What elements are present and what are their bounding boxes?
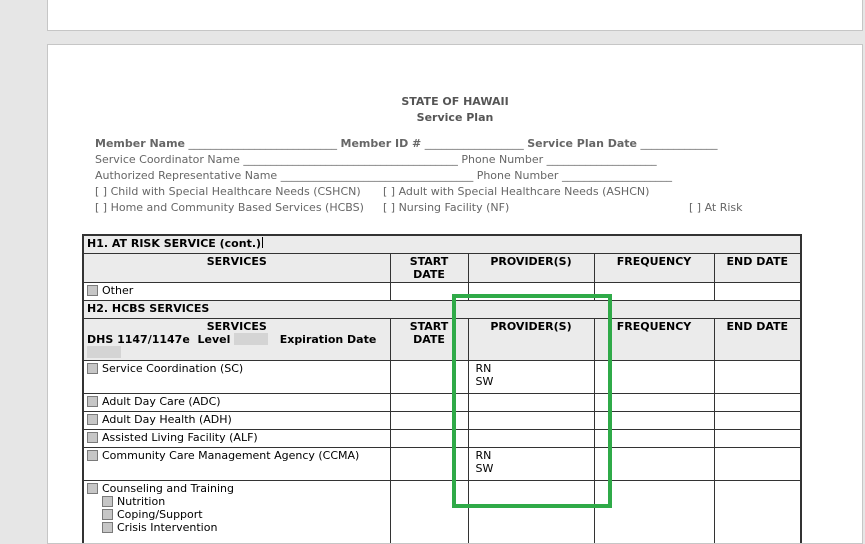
cell-frequency[interactable] bbox=[594, 430, 714, 448]
col-providers: PROVIDER(S) bbox=[468, 254, 594, 283]
service-alf: Assisted Living Facility (ALF) bbox=[83, 430, 390, 448]
checkbox[interactable] bbox=[87, 483, 98, 494]
cell-providers[interactable]: RN SW bbox=[468, 448, 594, 481]
cell-frequency[interactable] bbox=[594, 412, 714, 430]
table-row bbox=[83, 361, 801, 394]
coordinator-phone-label: Phone Number bbox=[461, 153, 543, 166]
checkbox[interactable] bbox=[87, 285, 98, 296]
table-row bbox=[83, 412, 801, 430]
member-id-label: Member ID # bbox=[341, 137, 422, 150]
col-providers: PROVIDER(S) bbox=[468, 319, 594, 361]
coordinator-line[interactable]: _______________________________________ bbox=[243, 153, 458, 166]
service-plan-date-line[interactable]: ______________ bbox=[641, 137, 718, 150]
member-id-line[interactable]: __________________ bbox=[425, 137, 524, 150]
cell-end[interactable] bbox=[714, 481, 801, 544]
form-title: Service Plan bbox=[48, 111, 862, 124]
service-adc: Adult Day Care (ADC) bbox=[83, 394, 390, 412]
cell-end[interactable] bbox=[714, 430, 801, 448]
level-label: Level bbox=[197, 333, 230, 346]
section-h2-header: H2. HCBS SERVICES bbox=[83, 301, 801, 319]
table-row bbox=[83, 394, 801, 412]
coordinator-label: Service Coordinator Name bbox=[95, 153, 240, 166]
col-services-dhs: SERVICES DHS 1147/1147e Level Expiration Date bbox=[83, 319, 390, 361]
h1-column-header-row bbox=[83, 254, 801, 283]
representative-line[interactable]: ___________________________________ bbox=[281, 169, 474, 182]
col-end-date: END DATE bbox=[714, 254, 801, 283]
checkbox[interactable] bbox=[87, 432, 98, 443]
cell-frequency[interactable] bbox=[594, 361, 714, 394]
option-cshcn[interactable]: [ ] Child with Special Healthcare Needs (CSHCN) bbox=[95, 185, 361, 198]
service-ccma: Community Care Management Agency (CCMA) bbox=[83, 448, 390, 481]
service-plan-date-label: Service Plan Date bbox=[527, 137, 637, 150]
level-field[interactable] bbox=[234, 333, 268, 345]
cell-end[interactable] bbox=[714, 283, 801, 301]
checkbox[interactable] bbox=[102, 496, 113, 507]
cell-frequency[interactable] bbox=[594, 283, 714, 301]
service-plan-table bbox=[82, 234, 802, 544]
checkbox[interactable] bbox=[87, 450, 98, 461]
table-row bbox=[83, 481, 801, 544]
expiration-field[interactable] bbox=[87, 346, 121, 358]
member-name-line[interactable]: ___________________________ bbox=[189, 137, 338, 150]
col-start-date: START DATE bbox=[390, 254, 468, 283]
checkbox[interactable] bbox=[102, 522, 113, 533]
field-row-member bbox=[95, 137, 718, 150]
representative-label: Authorized Representative Name bbox=[95, 169, 277, 182]
table-row bbox=[83, 283, 801, 301]
state-title: STATE OF HAWAII bbox=[48, 95, 862, 108]
service-adh: Adult Day Health (ADH) bbox=[83, 412, 390, 430]
option-ashcn[interactable]: [ ] Adult with Special Healthcare Needs (ASHCN) bbox=[383, 185, 649, 198]
section-h1-header: H1. AT RISK SERVICE (cont.) bbox=[83, 235, 801, 254]
cell-frequency[interactable] bbox=[594, 448, 714, 481]
service-sc: Service Coordination (SC) bbox=[83, 361, 390, 394]
cell-end[interactable] bbox=[714, 448, 801, 481]
col-end-date: END DATE bbox=[714, 319, 801, 361]
col-frequency: FREQUENCY bbox=[594, 319, 714, 361]
coordinator-phone-line[interactable]: ____________________ bbox=[547, 153, 657, 166]
field-row-representative bbox=[95, 169, 672, 182]
representative-phone-label: Phone Number bbox=[477, 169, 559, 182]
cell-frequency[interactable] bbox=[594, 481, 714, 544]
col-frequency: FREQUENCY bbox=[594, 254, 714, 283]
checkbox[interactable] bbox=[87, 363, 98, 374]
field-row-coordinator bbox=[95, 153, 657, 166]
highlight-annotation-box bbox=[452, 294, 612, 508]
cell-end[interactable] bbox=[714, 394, 801, 412]
option-nursing-facility[interactable]: [ ] Nursing Facility (NF) bbox=[383, 201, 509, 214]
service-other: Other bbox=[83, 283, 390, 301]
checkbox[interactable] bbox=[102, 509, 113, 520]
checkbox[interactable] bbox=[87, 396, 98, 407]
member-name-label: Member Name bbox=[95, 137, 185, 150]
cell-providers[interactable]: RN SW bbox=[468, 361, 594, 394]
option-at-risk[interactable]: [ ] At Risk bbox=[689, 201, 743, 214]
col-services: SERVICES bbox=[83, 254, 390, 283]
cell-end[interactable] bbox=[714, 412, 801, 430]
text-cursor bbox=[262, 237, 263, 248]
previous-page bbox=[47, 0, 863, 31]
option-hcbs[interactable]: [ ] Home and Community Based Services (HCBS) bbox=[95, 201, 364, 214]
representative-phone-line[interactable]: ____________________ bbox=[562, 169, 672, 182]
checkbox[interactable] bbox=[87, 414, 98, 425]
service-counseling: Counseling and Training Nutrition Coping/Support Crisis Intervention bbox=[83, 481, 390, 544]
h2-column-header-row bbox=[83, 319, 801, 361]
cell-end[interactable] bbox=[714, 361, 801, 394]
table-row bbox=[83, 448, 801, 481]
expiration-label: Expiration Date bbox=[280, 333, 377, 346]
col-start-date: START DATE bbox=[390, 319, 468, 361]
dhs-form-label: DHS 1147/1147e bbox=[87, 333, 190, 346]
cell-frequency[interactable] bbox=[594, 394, 714, 412]
table-row bbox=[83, 430, 801, 448]
